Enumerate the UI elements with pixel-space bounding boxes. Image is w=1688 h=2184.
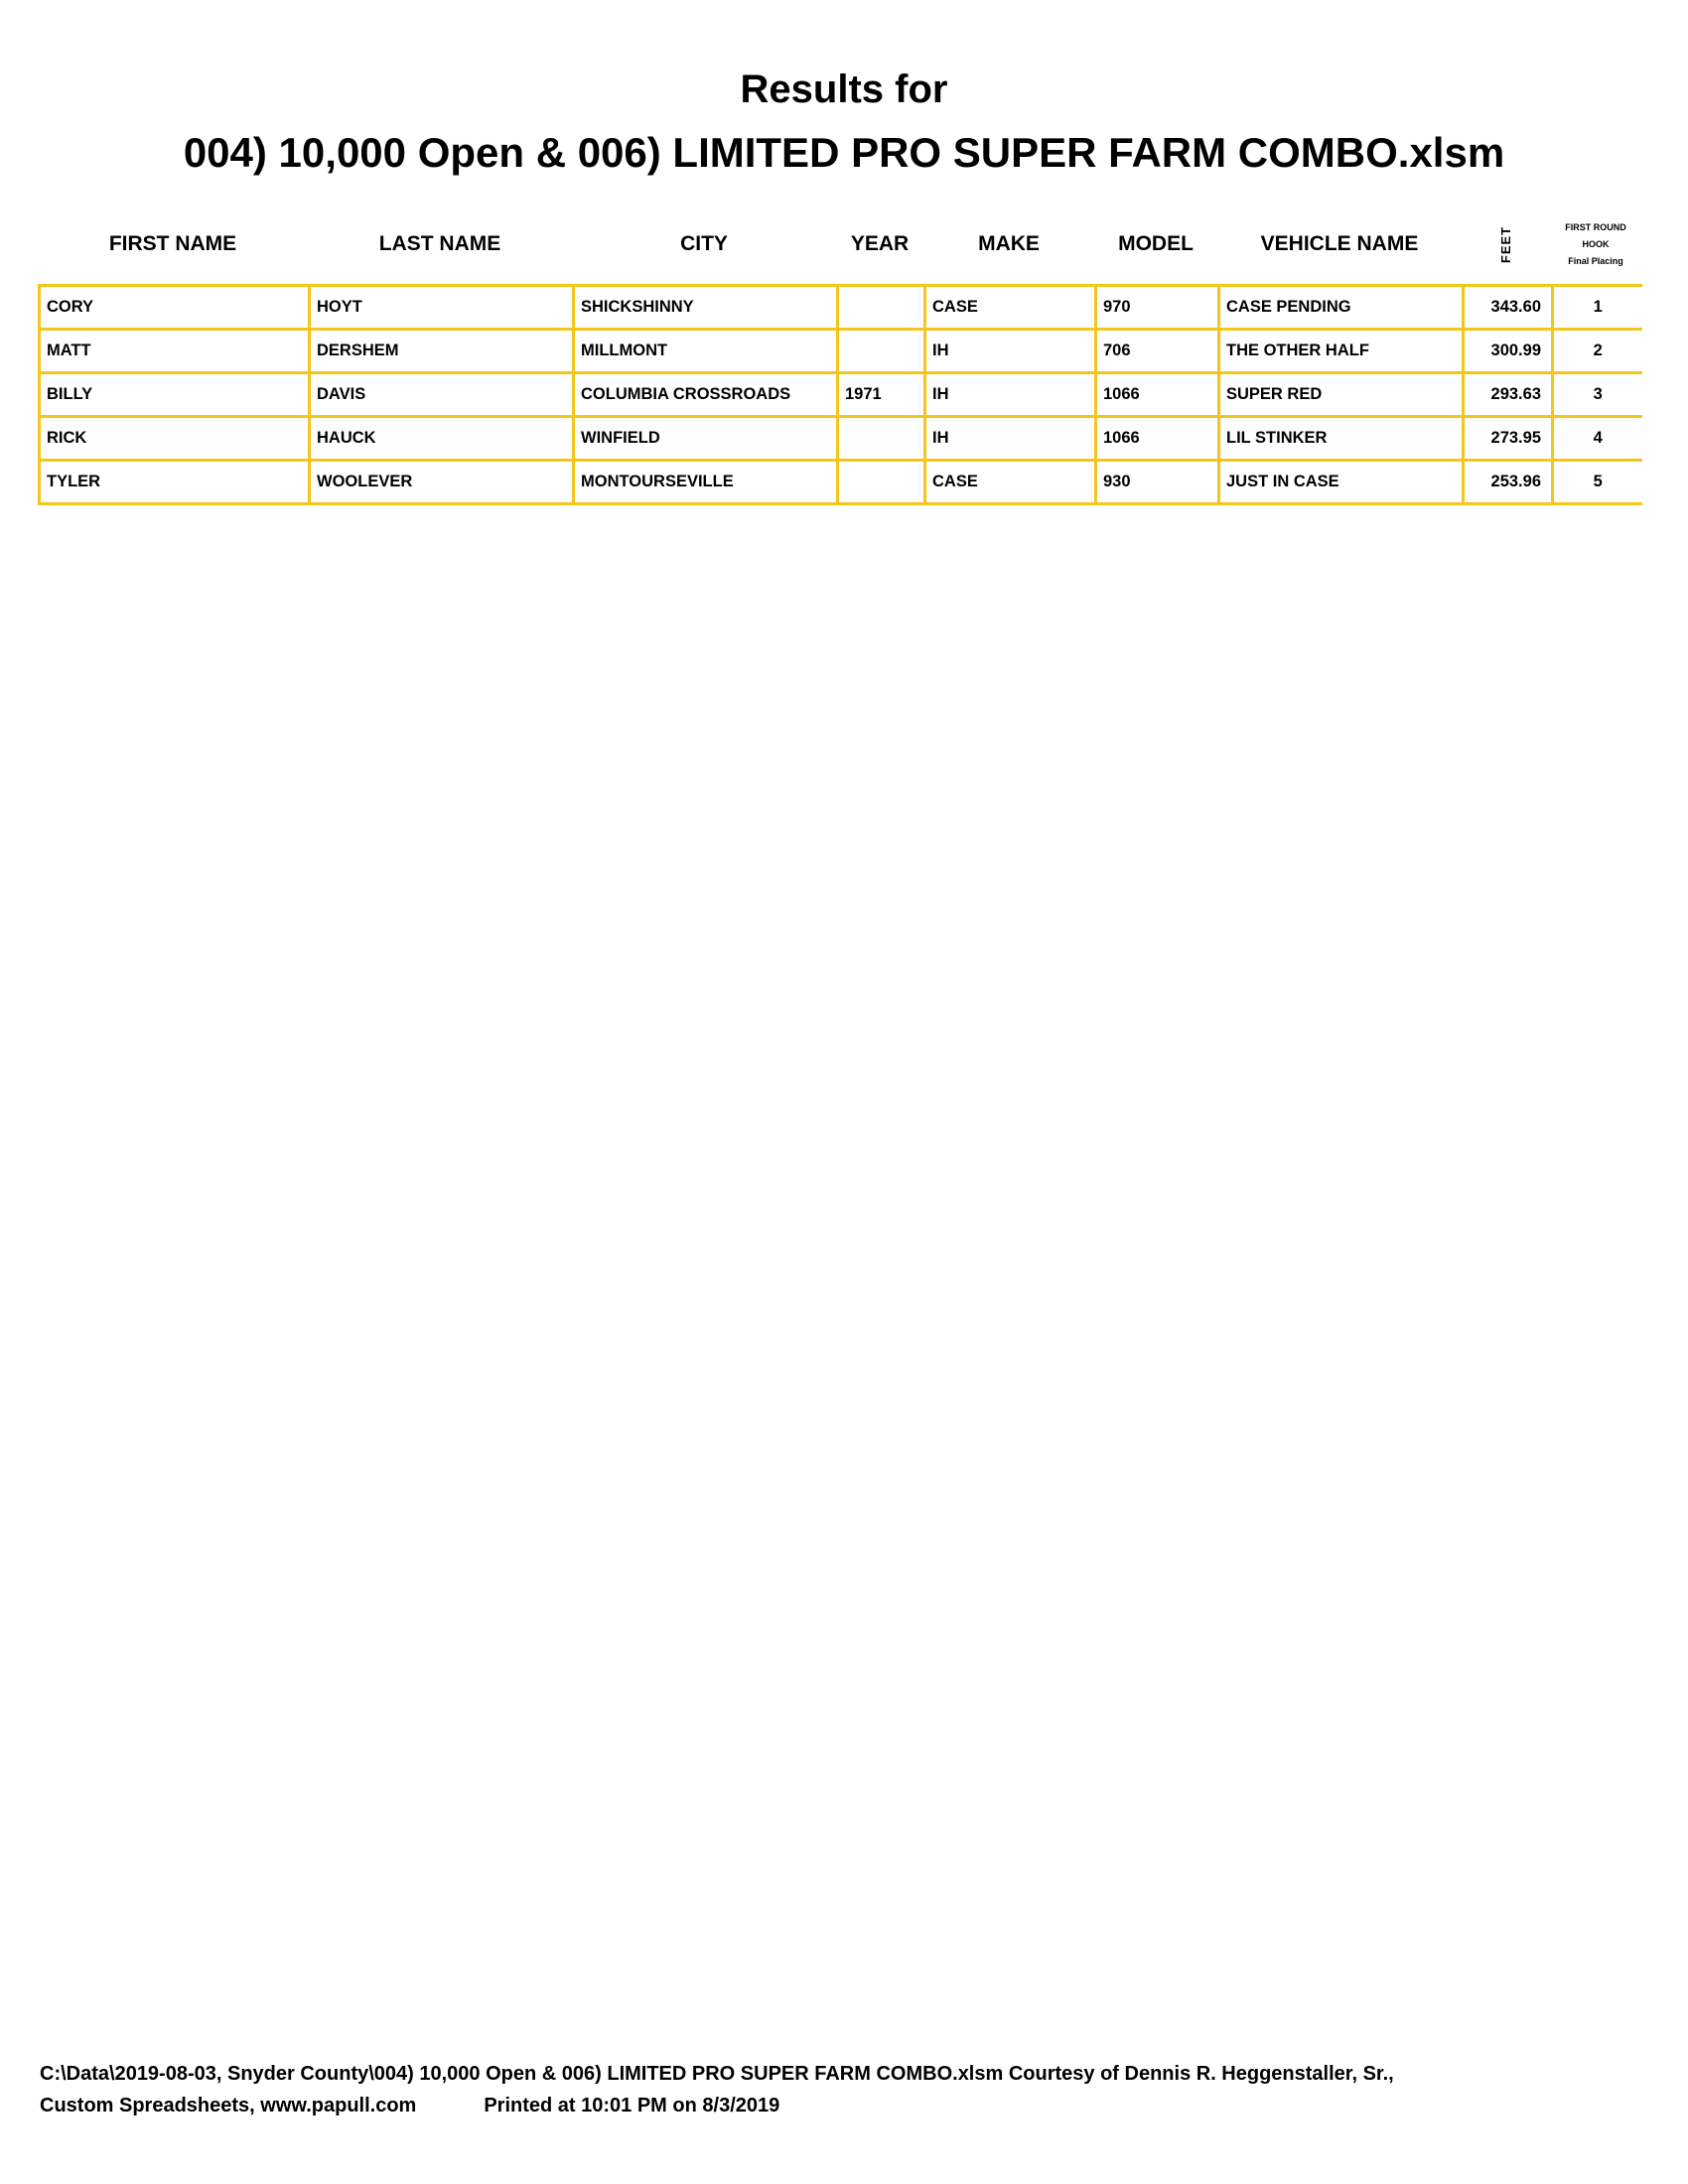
header-make: MAKE: [978, 232, 1040, 255]
cell-vehicle-name: LIL STINKER: [1219, 417, 1464, 461]
cell-year: [838, 330, 925, 373]
cell-make: IH: [925, 373, 1096, 417]
cell-vehicle-name: JUST IN CASE: [1219, 461, 1464, 504]
header-final-placing: [1551, 206, 1640, 282]
footer-file-path: C:\Data\2019-08-03, Snyder County\004) 10,000 Open & 006) LIMITED PRO SUPER FARM COMBO.xlsm Courtesy of Dennis R. Heggenstaller, Sr.,: [40, 2063, 1394, 2085]
cell-placing: 4: [1553, 417, 1642, 461]
cell-placing: 5: [1553, 461, 1642, 504]
cell-last-name: HAUCK: [310, 417, 574, 461]
table-row: [40, 330, 1642, 373]
cell-make: IH: [925, 417, 1096, 461]
cell-year: [838, 461, 925, 504]
table-row: [40, 373, 1642, 417]
cell-vehicle-name: THE OTHER HALF: [1219, 330, 1464, 373]
cell-last-name: HOYT: [310, 286, 574, 330]
cell-first-name: RICK: [40, 417, 310, 461]
header-city: CITY: [680, 232, 728, 255]
header-placing-line3: Final Placing: [1568, 255, 1623, 266]
cell-placing: 1: [1553, 286, 1642, 330]
cell-last-name: DERSHEM: [310, 330, 574, 373]
header-last-name: LAST NAME: [378, 232, 501, 255]
cell-city: COLUMBIA CROSSROADS: [574, 373, 838, 417]
header-placing-line1: FIRST ROUND: [1565, 221, 1626, 232]
cell-first-name: TYLER: [40, 461, 310, 504]
cell-make: CASE: [925, 286, 1096, 330]
cell-city: WINFIELD: [574, 417, 838, 461]
table-row: [40, 286, 1642, 330]
cell-first-name: MATT: [40, 330, 310, 373]
cell-feet: 343.60: [1464, 286, 1553, 330]
header-vehicle-name: VEHICLE NAME: [1260, 232, 1419, 255]
cell-placing: 2: [1553, 330, 1642, 373]
cell-last-name: WOOLEVER: [310, 461, 574, 504]
cell-feet: 273.95: [1464, 417, 1553, 461]
table-row: [40, 417, 1642, 461]
cell-model: 1066: [1096, 417, 1219, 461]
cell-feet: 293.63: [1464, 373, 1553, 417]
cell-feet: 300.99: [1464, 330, 1553, 373]
header-year: YEAR: [850, 232, 910, 255]
cell-model: 970: [1096, 286, 1219, 330]
cell-year: 1971: [838, 373, 925, 417]
cell-placing: 3: [1553, 373, 1642, 417]
cell-city: MILLMONT: [574, 330, 838, 373]
footer-printed-at: Printed at 10:01 PM on 8/3/2019: [484, 2095, 780, 2116]
cell-city: SHICKSHINNY: [574, 286, 838, 330]
report-subtitle: 004) 10,000 Open & 006) LIMITED PRO SUPER FARM COMBO.xlsm: [183, 129, 1505, 176]
footer-credit-text: Custom Spreadsheets, www.papull.com: [40, 2095, 417, 2116]
cell-city: MONTOURSEVILLE: [574, 461, 838, 504]
results-table: [38, 284, 1642, 505]
cell-make: CASE: [925, 461, 1096, 504]
cell-model: 1066: [1096, 373, 1219, 417]
cell-first-name: CORY: [40, 286, 310, 330]
cell-first-name: BILLY: [40, 373, 310, 417]
table-row: [40, 461, 1642, 504]
cell-year: [838, 286, 925, 330]
cell-model: 930: [1096, 461, 1219, 504]
header-feet: [1462, 206, 1551, 282]
cell-vehicle-name: CASE PENDING: [1219, 286, 1464, 330]
header-first-name: FIRST NAME: [108, 232, 237, 255]
header-model: MODEL: [1118, 232, 1194, 255]
cell-model: 706: [1096, 330, 1219, 373]
cell-make: IH: [925, 330, 1096, 373]
cell-last-name: DAVIS: [310, 373, 574, 417]
cell-year: [838, 417, 925, 461]
footer-credits: [40, 2095, 779, 2117]
header-feet-label: FEET: [1498, 225, 1514, 263]
cell-feet: 253.96: [1464, 461, 1553, 504]
report-title: Results for: [740, 68, 948, 111]
cell-vehicle-name: SUPER RED: [1219, 373, 1464, 417]
header-placing-line2: HOOK: [1582, 238, 1610, 249]
